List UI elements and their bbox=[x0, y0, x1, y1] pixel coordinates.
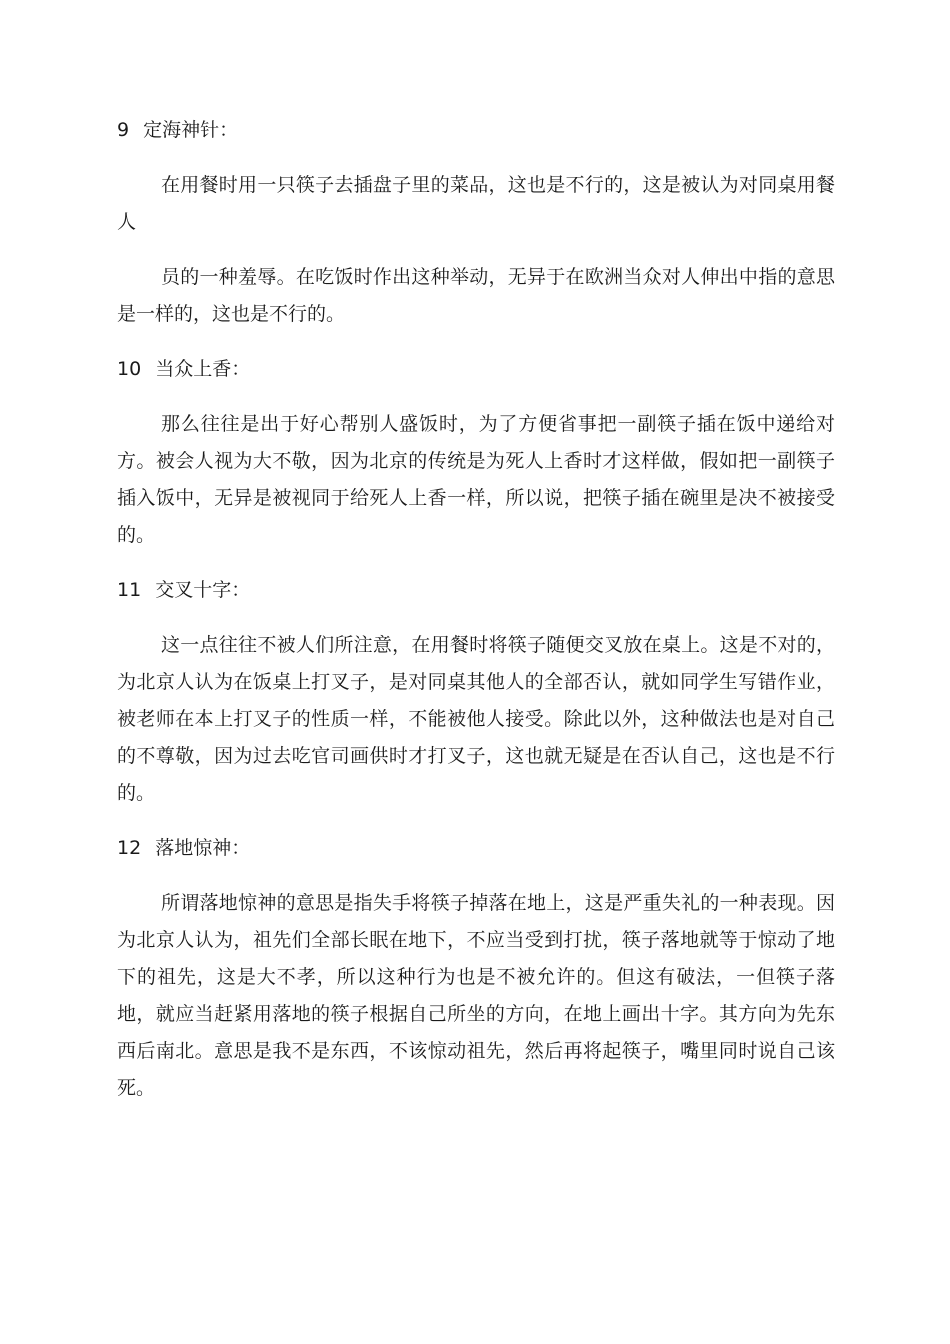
section-heading-10 bbox=[117, 351, 835, 388]
section-number: 12 bbox=[117, 837, 142, 859]
section-title: 交叉十字： bbox=[155, 579, 251, 601]
document-page bbox=[117, 112, 835, 1125]
section-title: 定海神针： bbox=[143, 119, 239, 141]
paragraph: 那么往往是出于好心帮别人盛饭时，为了方便省事把一副筷子插在饭中递给对方。被会人视为大不敬，因为北京的传统是为死人上香时才这样做，假如把一副筷子插入饭中，无异是被视同于给死人上香一样，所以说，把筷子插在碗里是决不被接受的。 bbox=[117, 413, 835, 546]
section-heading-12 bbox=[117, 830, 835, 867]
section-number: 10 bbox=[117, 358, 142, 380]
section-title: 当众上香： bbox=[155, 358, 251, 380]
paragraph: 这一点往往不被人们所注意，在用餐时将筷子随便交叉放在桌上。这是不对的，为北京人认为在饭桌上打叉子，是对同桌其他人的全部否认，就如同学生写错作业，被老师在本上打叉子的性质一样，不能被他人接受。除此以外，这种做法也是对自己的不尊敬，因为过去吃官司画供时才打叉子，这也就无疑是在否认自己，这也是不行的。 bbox=[117, 634, 835, 804]
paragraph: 在用餐时用一只筷子去插盘子里的菜品，这也是不行的，这是被认为对同桌用餐人 bbox=[117, 174, 835, 233]
section-title: 落地惊神： bbox=[155, 837, 251, 859]
paragraph: 所谓落地惊神的意思是指失手将筷子掉落在地上，这是严重失礼的一种表现。因为北京人认为，祖先们全部长眠在地下，不应当受到打扰，筷子落地就等于惊动了地下的祖先，这是大不孝，所以这种行为也是不被允许的。但这有破法，一但筷子落地，就应当赶紧用落地的筷子根据自己所坐的方向，在地上画出十字。其方向为先东西后南北。意思是我不是东西，不该惊动祖先，然后再将起筷子，嘴里同时说自己该死。 bbox=[117, 892, 835, 1099]
section-heading-9 bbox=[117, 112, 835, 149]
section-number: 9 bbox=[117, 119, 130, 141]
section-heading-11 bbox=[117, 572, 835, 609]
section-number: 11 bbox=[117, 579, 142, 601]
paragraph: 员的一种羞辱。在吃饭时作出这种举动，无异于在欧洲当众对人伸出中指的意思是一样的，这也是不行的。 bbox=[117, 266, 835, 325]
